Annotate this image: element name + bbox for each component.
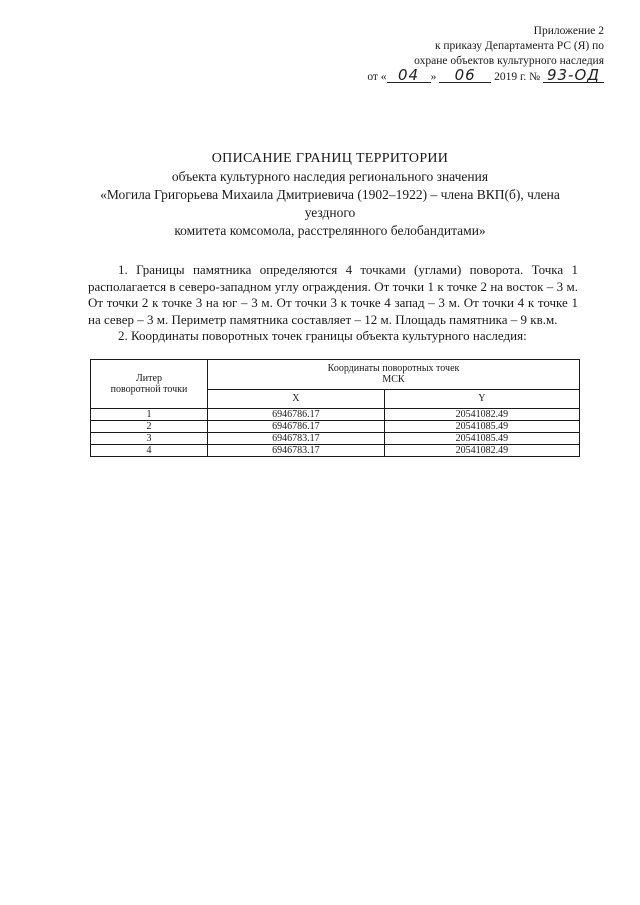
date-month-handwritten: 06 (439, 69, 491, 83)
coordinates-table (90, 359, 580, 457)
cell-point: 1 (91, 409, 208, 421)
table-row (91, 409, 580, 421)
order-number-handwritten: 93-ОД (543, 69, 604, 83)
table-row (91, 445, 580, 457)
column-header-liter-line2: поворотной точки (110, 384, 188, 395)
table-row (91, 433, 580, 445)
date-day-handwritten: 04 (387, 69, 431, 83)
column-header-x: X (208, 389, 385, 408)
table-header-row (91, 360, 580, 390)
paragraph-boundaries: 1. Границы памятника определяются 4 точками (углами) поворота. Точка 1 располагается в северо-западном углу ограждения. От точки 1 к точке 2 на восток – 3 м. От точки 2 к точке 3 на юг – 3 м. От точки 3 к точке 4 запад – 3 м. От точки 4 к точке 1 на север – 3 м. Периметр памятника составляет – 12 м. Площадь памятника – 9 кв.м. (88, 262, 578, 327)
cell-x: 6946783.17 (208, 445, 385, 457)
date-year-number-label: 2019 г. № (494, 71, 541, 83)
appendix-header (344, 24, 604, 85)
column-header-y: Y (384, 389, 579, 408)
title-object-name-cont: комитета комсомола, расстрелянного белобандитами» (174, 223, 486, 238)
title-object-name: «Могила Григорьева Михаила Дмитриевича (1902–1922) – члена ВКП(б), члена уездного (100, 187, 560, 220)
title-heading: ОПИСАНИЕ ГРАНИЦ ТЕРРИТОРИИ (211, 151, 449, 166)
document-title (80, 150, 580, 240)
column-header-coordinates-line2: МСК (382, 374, 405, 386)
date-separator: » (430, 71, 437, 83)
cell-y: 20541085.49 (384, 433, 579, 445)
column-header-liter (91, 360, 208, 409)
cell-x: 6946786.17 (208, 421, 385, 433)
cell-y: 20541085.49 (384, 421, 579, 433)
table-row (91, 421, 580, 433)
column-header-liter-line1: Литер (136, 373, 162, 384)
cell-y: 20541082.49 (384, 445, 579, 457)
department-name: охране объектов культурного наследия (414, 55, 604, 67)
column-header-coordinates (208, 360, 580, 390)
paragraph-coordinates-intro: 2. Координаты поворотных точек границы объекта культурного наследия: (118, 328, 527, 343)
cell-point: 3 (91, 433, 208, 445)
order-reference: к приказу Департамента РС (Я) по (434, 40, 604, 52)
appendix-label: Приложение 2 (533, 25, 604, 37)
body-text (88, 262, 578, 345)
title-subtitle: объекта культурного наследия регионального значения (171, 169, 489, 184)
date-prefix: от « (367, 71, 387, 83)
cell-x: 6946786.17 (208, 409, 385, 421)
cell-point: 2 (91, 421, 208, 433)
order-date-row (344, 66, 604, 85)
cell-y: 20541082.49 (384, 409, 579, 421)
cell-point: 4 (91, 445, 208, 457)
cell-x: 6946783.17 (208, 433, 385, 445)
column-header-coordinates-line1: Координаты поворотных точек (327, 363, 460, 375)
